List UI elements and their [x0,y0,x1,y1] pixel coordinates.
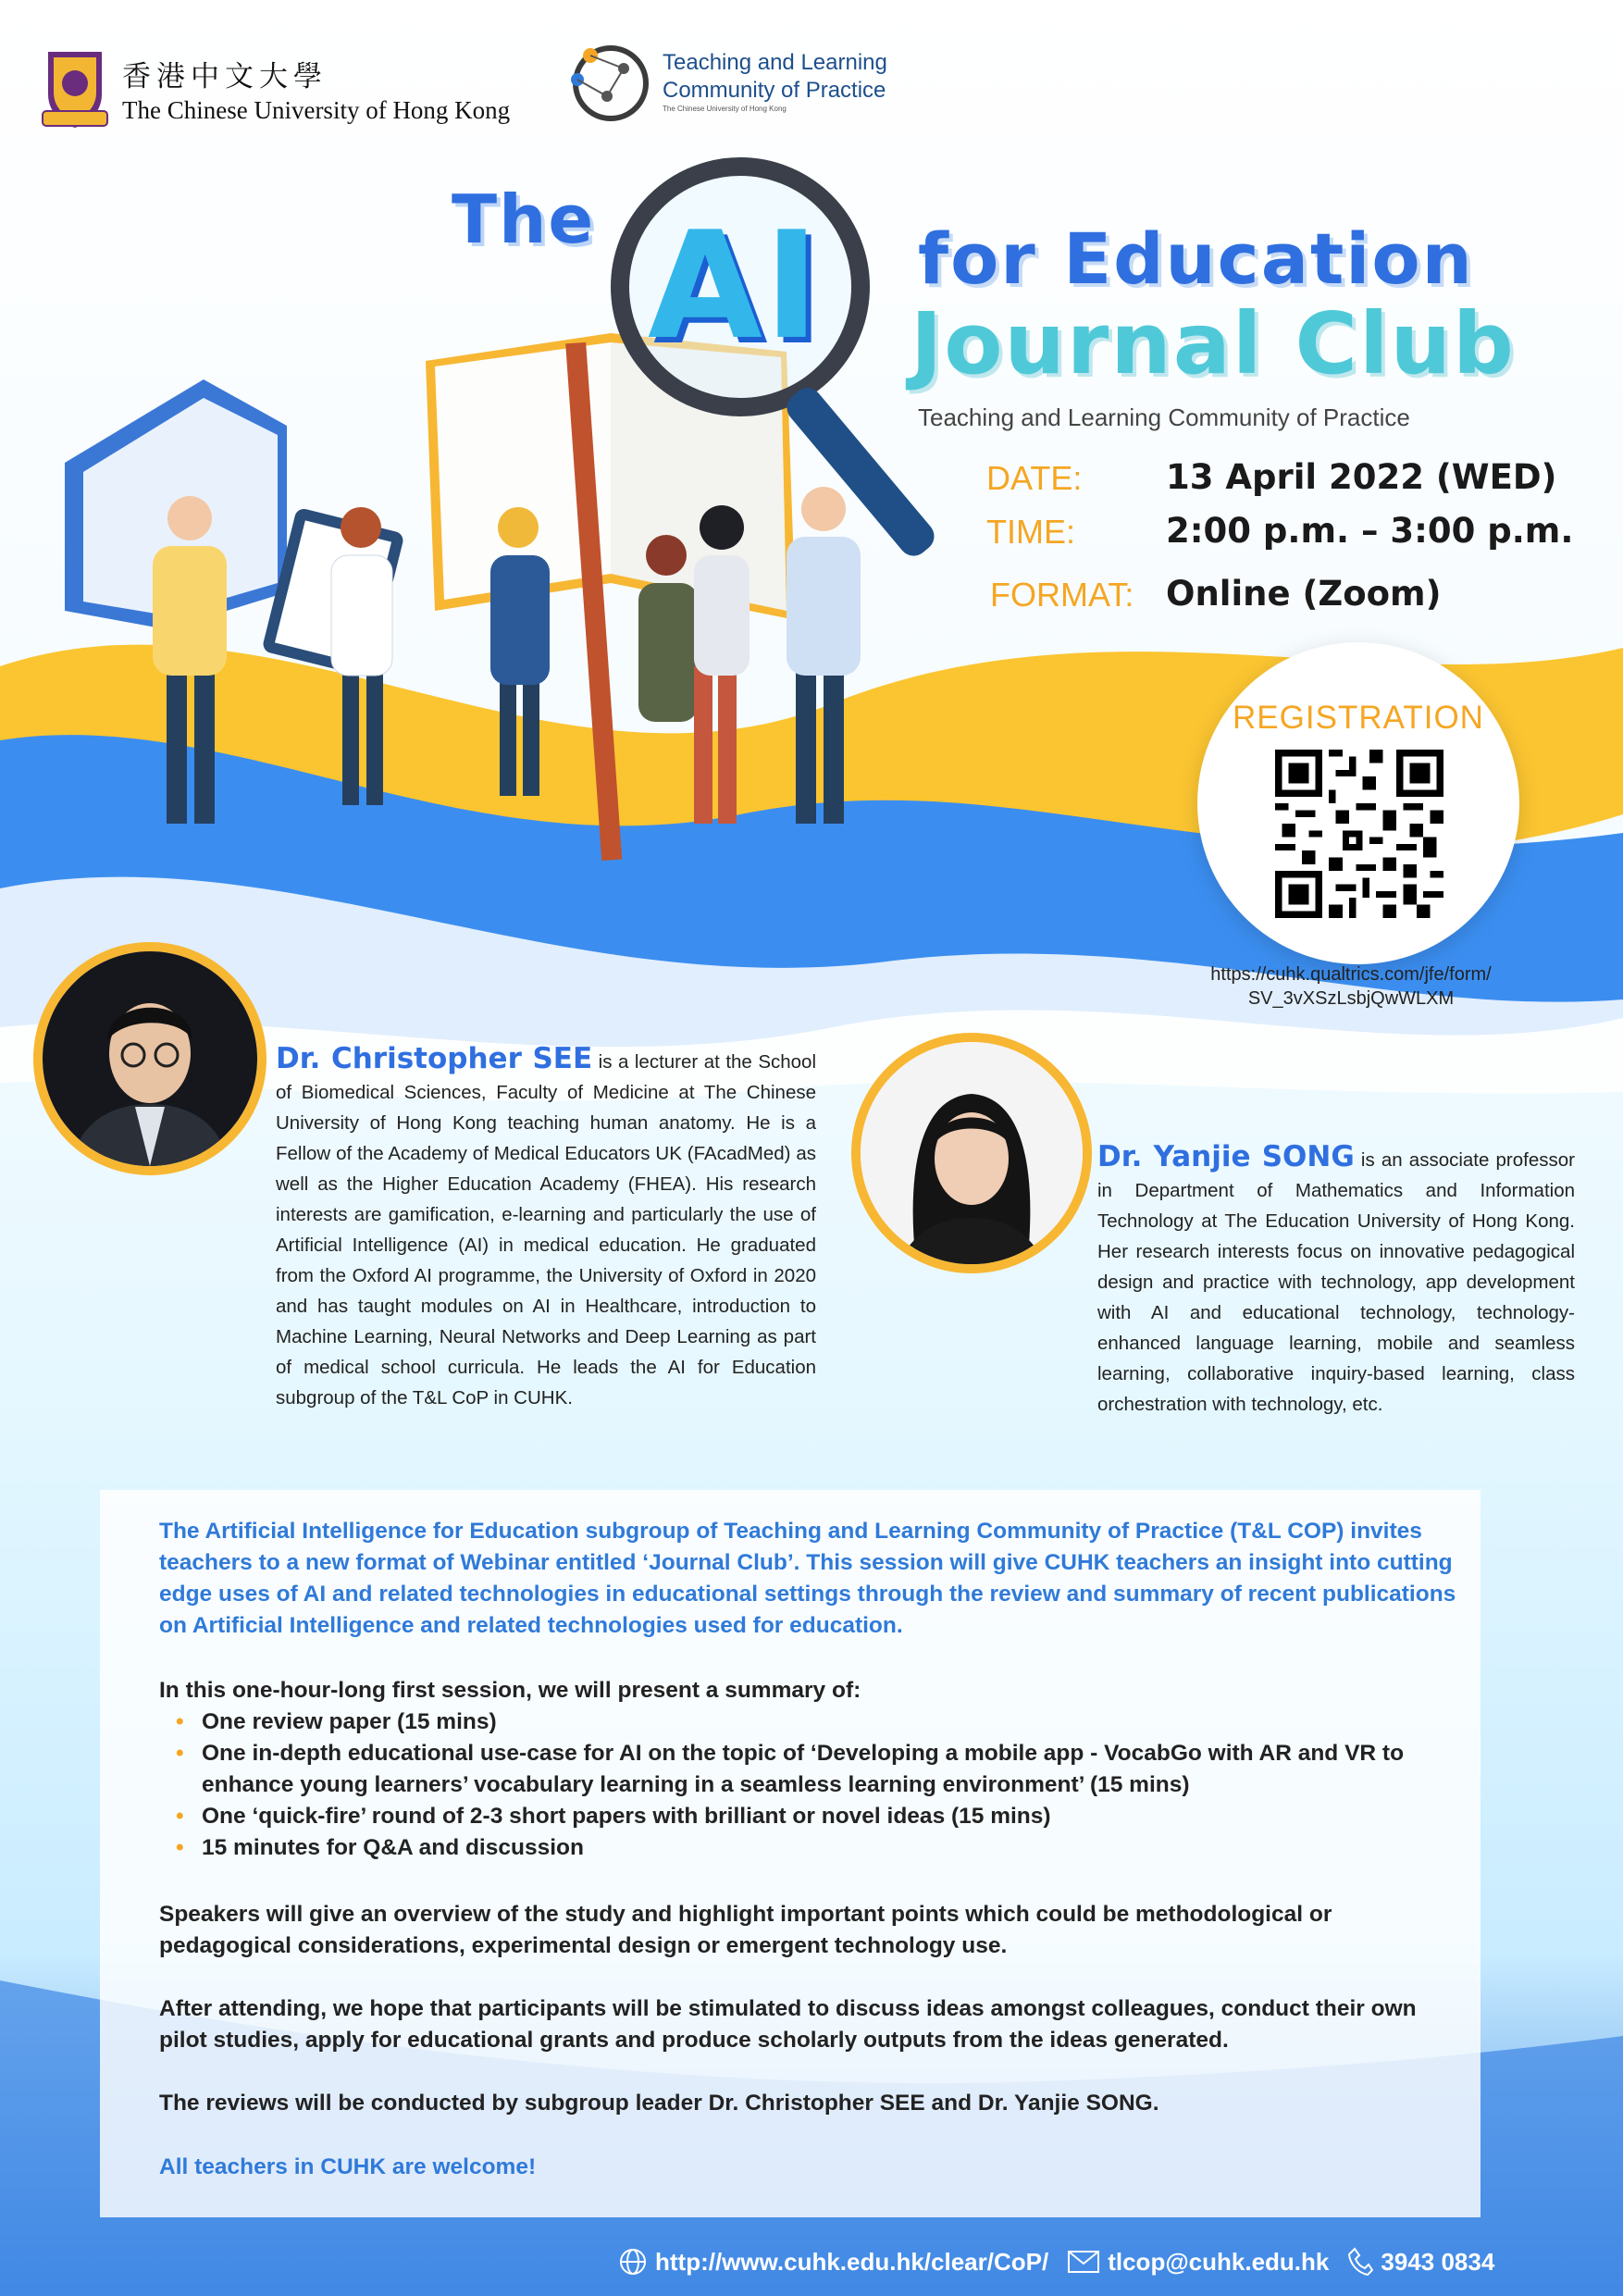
cop-name-line1: Teaching and Learning [663,49,887,75]
phone-icon [1347,2247,1373,2277]
agenda-item: • 15 minutes for Q&A and discussion [176,1832,1481,1864]
format-value: Online (Zoom) [1166,574,1442,614]
bio-yanjie-song [1097,1142,1575,1420]
agenda-item: • One review paper (15 mins) [176,1706,1481,1738]
speaker-bio-see: is a lecturer at the School of Biomedical Sciences, Faculty of Medicine at The Chinese University of Hong Kong teaching human anatomy. He is a Fellow of the Academy of Medical Educators UK (FAcadMed) as well as the Higher Education Academy (FHEA). His research interests are gamification, e-learning and particularly the use of Artificial Intelligence (AI) in medical education. He graduated from the Oxford AI programme, the University of Oxford in 2020 and has taught modules on AI in Healthcare, introduction to Machine Learning, Neural Networks and Deep Learning as part of medical school curricula. He leads the AI for Education subgroup of the T&L CoP in CUHK. [276,1051,817,1409]
format-label: FORMAT: [990,576,1134,614]
registration-url-line1[interactable]: https://cuhk.qualtrics.com/jfe/form/ [1210,964,1492,985]
cop-logo [563,30,951,131]
speaker-name-see: Dr. Christopher SEE [276,1042,593,1075]
title-for-education: for Education [918,217,1474,300]
cuhk-logo [41,43,559,135]
time-label: TIME: [986,513,1075,551]
hero-illustration [56,148,999,925]
registration-url-line2[interactable]: SV_3vXSzLsbjQwWLXM [1247,988,1455,1009]
website-link[interactable]: http://www.cuhk.edu.hk/clear/CoP/ [655,2247,1049,2276]
subtitle: Teaching and Learning Community of Practice [918,403,1410,431]
cop-name-line2: Community of Practice [663,77,886,103]
title-the: The [452,180,596,258]
speakers-note: Speakers will give an overview of the study and highlight important points which could be methodological or pedagogical considerations, experimental design or emergent technology use. [159,1902,1332,1958]
speaker-bio-song: is an associate professor in Department of Mathematics and Information Technology at The Education University of Hong Kong. Her research interests focus on innovative pedagogical design and practice with technology, app development with AI and educational technology, technology-enhanced language learning, mobile and seamless learning, collaborative inquiry-based learning, class orchestration with technology, etc. [1097,1149,1575,1415]
phone-number[interactable]: 3943 0834 [1381,2247,1495,2276]
network-globe-icon [563,35,653,126]
registration-url[interactable] [1129,962,1573,1011]
agenda-list [176,1706,1481,1864]
date-label: DATE: [986,459,1083,497]
cop-name-line3: The Chinese University of Hong Kong [663,104,787,113]
intro-paragraph: The Artificial Intelligence for Education subgroup of Teaching and Learning Community of Practice (T&L COP) invites teachers to a new format of Webinar entitled ‘Journal Club’. This session will give CUHK teachers an insight into cutting edge uses of AI and related technologies in educational settings through the review and summary of recent publications on Artificial Intelligence and related technologies used for education. [159,1519,1456,1638]
reviews-note: The reviews will be conducted by subgroup leader Dr. Christopher SEE and Dr. Yanjie SONG. [159,2091,1159,2116]
title-ai: AI [648,199,822,372]
woman-portrait-icon [861,1042,1083,1264]
envelope-icon [1067,2249,1100,2275]
globe-icon [618,2247,648,2277]
agenda-item: • One ‘quick-fire’ round of 2-3 short papers with brilliant or novel ideas (15 mins) [176,1801,1481,1832]
welcome-note: All teachers in CUHK are welcome! [159,2154,537,2179]
after-note: After attending, we hope that participants will be stimulated to discuss ideas amongst colleagues, conduct their own pilot studies, apply for educational grants and produce scholarly outputs from the ideas generated. [159,1996,1417,2053]
cuhk-name-english: The Chinese University of Hong Kong [122,96,511,124]
email-link[interactable]: tlcop@cuhk.edu.hk [1108,2247,1330,2276]
cuhk-crest-icon [41,46,109,131]
portrait-christopher-see [33,942,266,1175]
agenda-item: • One in-depth educational use-case for AI on the topic of ‘Developing a mobile app - VocabGo with AR and VR to enhance young learners’ vocabulary learning in a seamless learning environment’ (15 mins) [176,1738,1481,1801]
footer-website[interactable] [618,2247,1048,2277]
registration-title: REGISTRATION [1233,700,1484,736]
registration-qr-code[interactable] [1275,750,1443,918]
session-intro: In this one-hour-long first session, we will present a summary of: [159,1678,861,1703]
speaker-name-song: Dr. Yanjie SONG [1097,1140,1355,1173]
title-journal-club: Journal Club [911,294,1516,393]
man-portrait-icon [43,951,257,1166]
cuhk-name-chinese: 香港中文大學 [122,60,328,93]
date-value: 13 April 2022 (WED) [1166,457,1557,497]
bio-christopher-see [276,1044,816,1413]
footer-email[interactable] [1067,2248,1329,2277]
time-value: 2:00 p.m. – 3:00 p.m. [1166,511,1574,551]
portrait-yanjie-song [851,1033,1092,1273]
footer-contacts [618,2243,1599,2280]
footer-phone[interactable] [1347,2247,1494,2277]
